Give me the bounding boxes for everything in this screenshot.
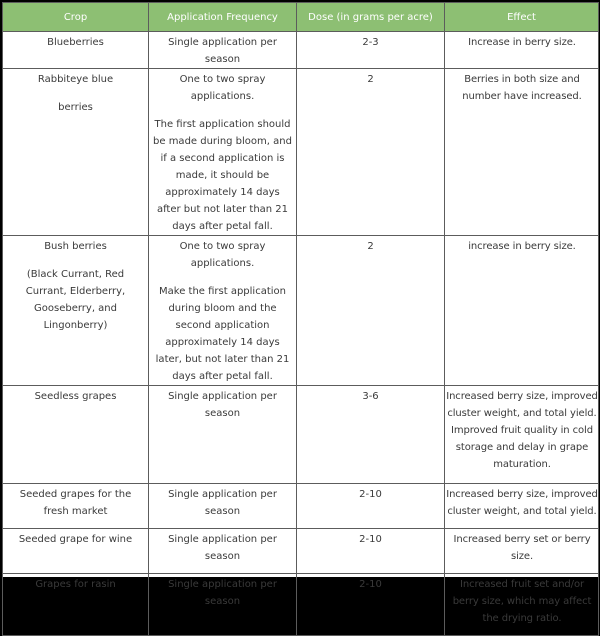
cell-crop [3, 529, 149, 574]
table-row [3, 574, 599, 636]
crop-text: Grapes for rasin [35, 579, 116, 590]
table-row [3, 484, 599, 529]
cell-effect: Increased fruit set and/or berry size, which may affect the drying ratio. [445, 574, 599, 636]
frequency-detail-text: Make the first application during bloom and the second application approximately 14 days later, but not later than 21 days after petal fall. [155, 286, 290, 382]
cell-crop [3, 484, 149, 529]
table-frame [2, 2, 598, 624]
cell-frequency [149, 574, 297, 636]
cell-effect: Berries in both size and number have increased. [445, 69, 599, 236]
crop-text: Rabbiteye blue [37, 74, 114, 85]
table-row [3, 529, 599, 574]
header-application-frequency: Application Frequency [149, 3, 297, 32]
crop-text: Seeded grapes for the fresh market [19, 489, 132, 517]
crop-detail-text: (Black Currant, Red Currant, Elderberry, Gooseberry, and Lingonberry) [25, 269, 126, 331]
cell-crop [3, 574, 149, 636]
frequency-text: Single application per season [168, 489, 277, 517]
crop-application-table [2, 2, 599, 636]
cell-effect: Increased berry set or berry size. [445, 529, 599, 574]
crop-text: Seeded grape for wine [18, 534, 133, 545]
table-row [3, 236, 599, 386]
cell-dose: 2-3 [297, 32, 445, 69]
crop-text: Bush berries [44, 241, 107, 252]
cell-dose: 2 [297, 69, 445, 236]
cell-effect: Increase in berry size. [445, 32, 599, 69]
cell-frequency [149, 236, 297, 386]
cell-effect: Increased berry size, improved cluster weight, and total yield. Improved fruit quality in cold storage and delay in grape maturation. [445, 386, 599, 484]
cell-crop [3, 386, 149, 484]
cell-frequency [149, 386, 297, 484]
cell-crop [3, 32, 149, 69]
crop-text: Seedless grapes [34, 391, 117, 402]
cell-effect: increase in berry size. [445, 236, 599, 386]
frequency-text: Single application per season [168, 534, 277, 562]
cell-dose: 2 [297, 236, 445, 386]
cell-dose: 2-10 [297, 484, 445, 529]
frequency-text: Single application per season [168, 391, 277, 419]
crop-text: Blueberries [47, 37, 104, 48]
table-row [3, 32, 599, 69]
cell-crop [3, 69, 149, 236]
header-effect: Effect [445, 3, 599, 32]
table-row [3, 386, 599, 484]
header-dose: Dose (in grams per acre) [297, 3, 445, 32]
cell-frequency [149, 484, 297, 529]
frequency-text: One to two spray applications. [179, 74, 266, 102]
frequency-detail-text: The first application should be made during bloom, and if a second application is made, it should be approximately 14 days after but not later than 21 days after petal fall. [153, 119, 292, 232]
header-crop: Crop [3, 3, 149, 32]
table-header-row [3, 3, 599, 32]
cell-dose: 2-10 [297, 574, 445, 636]
crop-text: berries [58, 102, 93, 113]
cell-dose: 3-6 [297, 386, 445, 484]
frequency-text: Single application per season [168, 37, 277, 65]
frequency-text: Single application per season [168, 579, 277, 607]
cell-frequency [149, 69, 297, 236]
cell-frequency [149, 529, 297, 574]
cell-crop [3, 236, 149, 386]
cell-dose: 2-10 [297, 529, 445, 574]
cell-frequency [149, 32, 297, 69]
cell-effect: Increased berry size, improved cluster weight, and total yield. [445, 484, 599, 529]
frequency-text: One to two spray applications. [179, 241, 266, 269]
table-row [3, 69, 599, 236]
